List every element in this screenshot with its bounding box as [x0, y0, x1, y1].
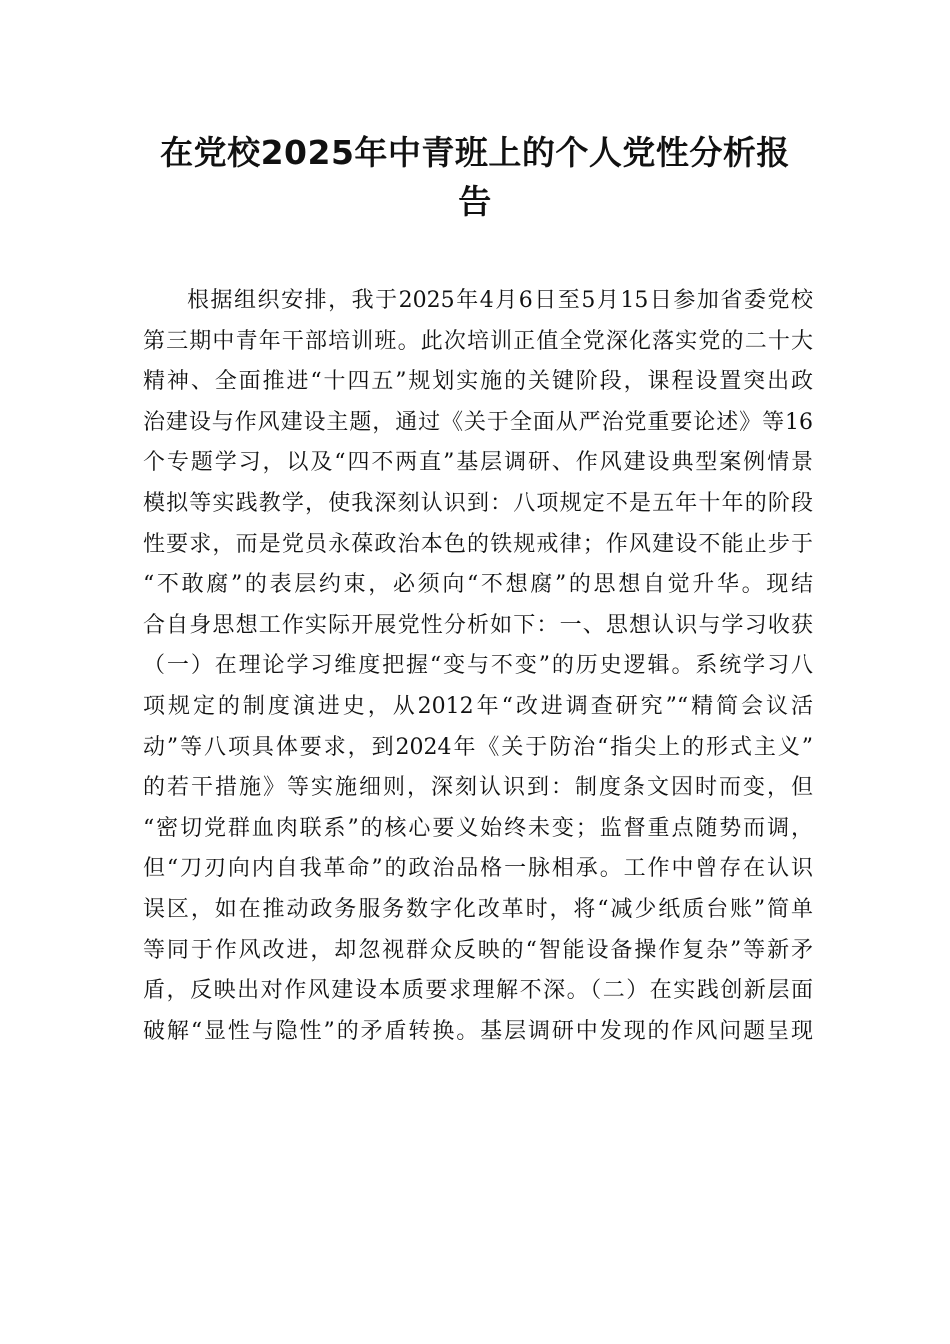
body-line: 等同于作风改进，却忽视群众反映的“智能设备操作复杂”等新矛 — [143, 937, 813, 963]
body-line: 但“刀刃向内自我革命”的政治品格一脉相承。工作中曾存在认识 — [143, 856, 813, 882]
body-line: 治建设与作风建设主题，通过《关于全面从严治党重要论述》等16 — [143, 409, 813, 435]
body-line: 的若干措施》等实施细则，深刻认识到：制度条文因时而变，但 — [143, 775, 813, 801]
body-line: 精神、全面推进“十四五”规划实施的关键阶段，课程设置突出政 — [143, 369, 813, 395]
body-line: 动”等八项具体要求，到2024年《关于防治“指尖上的形式主义” — [143, 734, 813, 760]
body-line: 个专题学习，以及“四不两直”基层调研、作风建设典型案例情景 — [143, 450, 813, 476]
body-line: 误区，如在推动政务服务数字化改革时，将“减少纸质台账”简单 — [143, 896, 813, 922]
body-line: “密切党群血肉联系”的核心要义始终未变；监督重点随势而调， — [143, 815, 813, 841]
body-paragraph — [143, 281, 813, 1052]
body-line: 第三期中青年干部培训班。此次培训正值全党深化落实党的二十大 — [143, 328, 813, 354]
title-line-2: 告 — [458, 182, 492, 221]
body-line: 合自身思想工作实际开展党性分析如下：一、思想认识与学习收获 — [143, 612, 813, 638]
body-line: 项规定的制度演进史，从2012年“改进调查研究”“精简会议活 — [143, 693, 813, 719]
body-line: 盾，反映出对作风建设本质要求理解不深。（二）在实践创新层面 — [143, 978, 813, 1004]
body-line: （一）在理论学习维度把握“变与不变”的历史逻辑。系统学习八 — [143, 653, 813, 679]
document-title — [140, 128, 810, 226]
body-line: 模拟等实践教学，使我深刻认识到：八项规定不是五年十年的阶段 — [143, 490, 813, 516]
body-line: “不敢腐”的表层约束，必须向“不想腐”的思想自觉升华。现结 — [143, 572, 813, 598]
body-line: 性要求，而是党员永葆政治本色的铁规戒律；作风建设不能止步于 — [143, 531, 813, 557]
body-line: 根据组织安排，我于2025年4月6日至5月15日参加省委党校 — [187, 288, 813, 313]
body-line: 破解“显性与隐性”的矛盾转换。基层调研中发现的作风问题呈现 — [143, 1018, 813, 1044]
title-line-1: 在党校2025年中青班上的个人党性分析报 — [160, 133, 790, 172]
